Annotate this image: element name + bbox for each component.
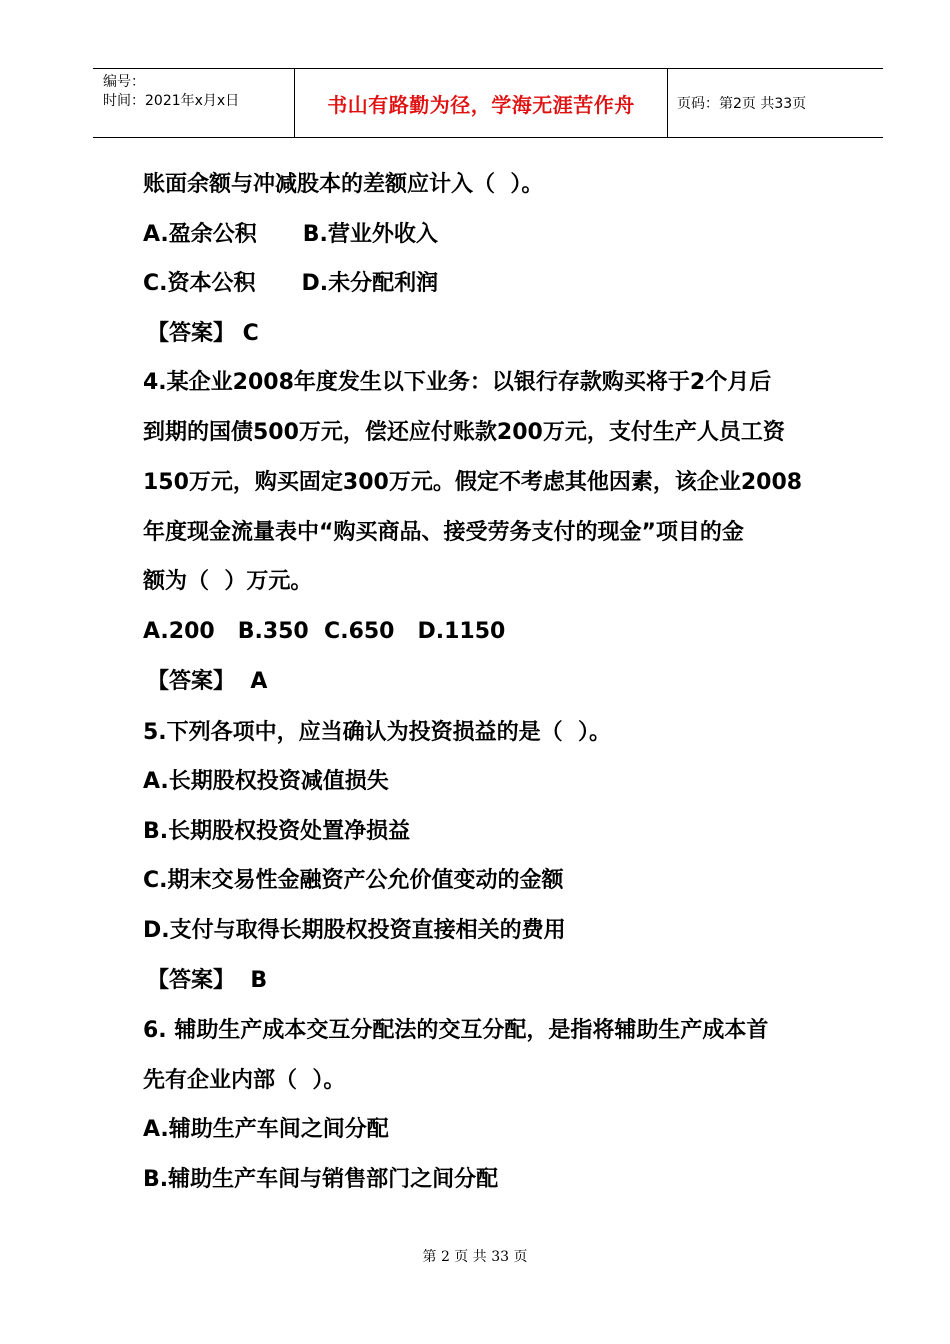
option-line: A.长期股权投资减值损失 bbox=[143, 769, 389, 794]
page-number: 第 2 页 共 33 页 bbox=[422, 1249, 528, 1265]
option-line: D.支付与取得长期股权投资直接相关的费用 bbox=[143, 918, 566, 943]
answer-line: 【答案】 A bbox=[147, 669, 268, 694]
question-line: 6. 辅助生产成本交互分配法的交互分配，是指将辅助生产成本首 bbox=[143, 1018, 769, 1043]
question-line: 4.某企业2008年度发生以下业务：以银行存款购买将于2个月后 bbox=[143, 370, 772, 395]
text-line: 年度现金流量表中“购买商品、接受劳务支付的现金”项目的金 bbox=[143, 520, 744, 545]
text-line: 账面余额与冲减股本的差额应计入（ ）。 bbox=[143, 172, 544, 197]
header-divider bbox=[667, 69, 668, 137]
text-line: 先有企业内部（ ）。 bbox=[143, 1068, 346, 1093]
option-line: A.辅助生产车间之间分配 bbox=[143, 1117, 389, 1142]
option-line: A.200 B.350 C.650 D.1150 bbox=[143, 619, 506, 644]
time-label: 时间：2021年x月x日 bbox=[103, 93, 240, 109]
header-meta bbox=[103, 73, 239, 111]
header-page-info: 页码：第2页 共33页 bbox=[677, 96, 807, 112]
answer-line: 【答案】 C bbox=[147, 321, 259, 346]
answer-line: 【答案】 B bbox=[147, 968, 268, 993]
number-label: 编号： bbox=[103, 74, 145, 90]
text-line: 150万元，购买固定300万元。假定不考虑其他因素，该企业2008 bbox=[143, 470, 803, 495]
option-line: C.期末交易性金融资产公允价值变动的金额 bbox=[143, 868, 564, 893]
page-header bbox=[93, 68, 883, 138]
option-line: B.长期股权投资处置净损益 bbox=[143, 819, 411, 844]
text-line: 到期的国债500万元，偿还应付账款200万元，支付生产人员工资 bbox=[143, 420, 785, 445]
header-motto: 书山有路勤为径，学海无涯苦作舟 bbox=[327, 92, 635, 117]
option-line: C.资本公积 D.未分配利润 bbox=[143, 271, 439, 296]
option-line: B.辅助生产车间与销售部门之间分配 bbox=[143, 1167, 499, 1192]
text-line: 额为（ ）万元。 bbox=[143, 569, 313, 594]
option-line: A.盈余公积 B.营业外收入 bbox=[143, 222, 438, 247]
question-line: 5.下列各项中，应当确认为投资损益的是（ ）。 bbox=[143, 720, 611, 745]
